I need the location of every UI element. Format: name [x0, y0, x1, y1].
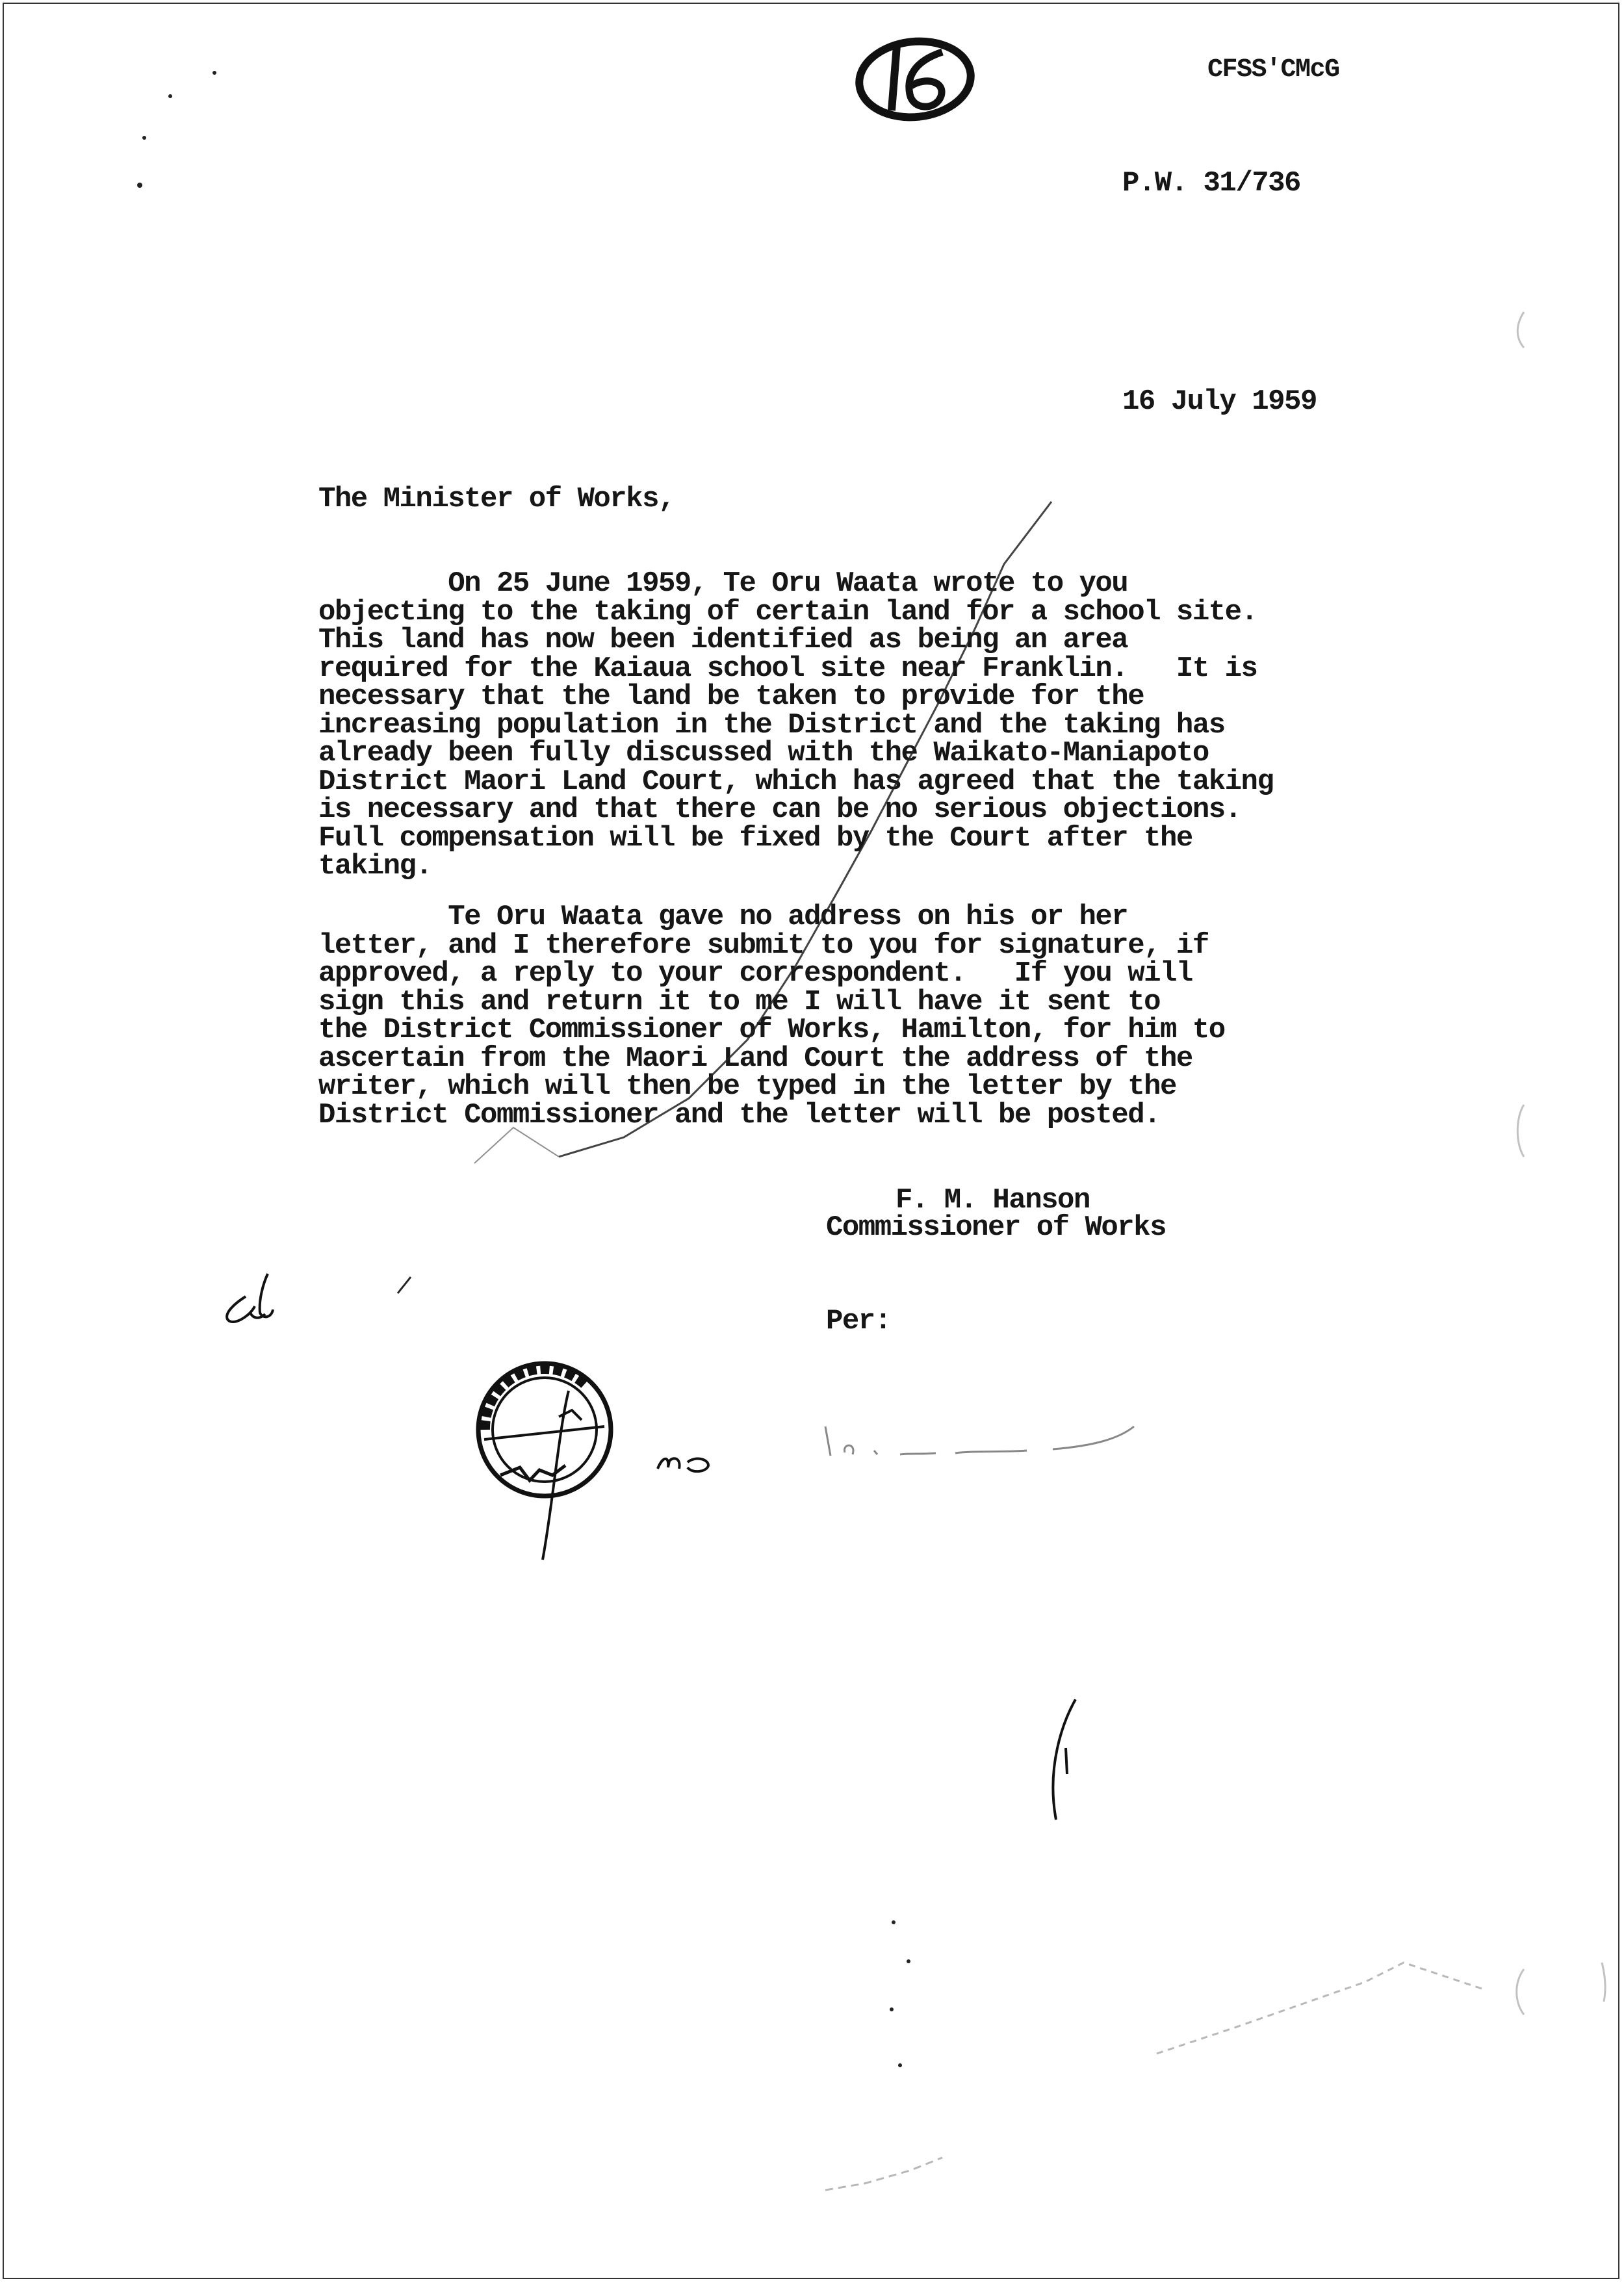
paragraph-2-line: the District Commissioner of Works, Hamilton, for him to: [318, 1014, 1225, 1046]
paragraph-1-line: already been fully discussed with the Waikato-Maniapoto: [318, 737, 1209, 769]
circled-number-mark: [855, 36, 974, 122]
paragraph-2-line: writer, which will then be typed in the letter by the: [318, 1070, 1176, 1103]
paragraph-1-line: taking.: [318, 850, 432, 883]
paragraph-2-line: approved, a reply to your correspondent. If you will: [318, 957, 1192, 990]
paragraph-2-line: letter, and I therefore submit to you for signature, if: [318, 929, 1209, 962]
per-label: Per:: [826, 1305, 891, 1337]
paragraph-1-line: increasing population in the District and the taking has: [318, 708, 1225, 742]
paragraph-1-line: necessary that the land be taken to provide for the: [318, 680, 1144, 713]
received-stamp: [478, 1363, 611, 1560]
margin-initials: [227, 1274, 273, 1322]
file-code: CFSS'CMcG: [1207, 55, 1339, 84]
signature-scribble: [825, 1426, 1134, 1456]
paragraph-2-line: ascertain from the Maori Land Court the address of the: [318, 1042, 1192, 1075]
pencil-bracket-mark: [1053, 1699, 1076, 1820]
paragraph-1-line: required for the Kaiaua school site near Franklin. It is: [318, 652, 1257, 685]
paragraph-1-line: is necessary and that there can be no serious objections.: [318, 793, 1241, 826]
paragraph-1-line: This land has now been identified as being an area: [318, 624, 1128, 656]
paragraph-2-line: District Commissioner and the letter will be posted.: [318, 1098, 1161, 1131]
signatory-title: Commissioner of Works: [826, 1211, 1166, 1244]
paragraph-1-line: objecting to the taking of certain land for a school site.: [318, 595, 1257, 628]
paragraph-1-line: On 25 June 1959, Te Oru Waata wrote to you: [318, 567, 1128, 600]
paragraph-2-line: sign this and return it to me I will have it sent to: [318, 985, 1161, 1018]
letter-date: 16 July 1959: [1122, 385, 1317, 418]
paragraph-1-line: District Maori Land Court, which has agreed that the taking: [318, 765, 1274, 798]
diagonal-strike-line: [559, 502, 1051, 1157]
signatory-name: F. M. Hanson: [896, 1184, 1090, 1217]
paragraph-2-line: Te Oru Waata gave no address on his or her: [318, 901, 1128, 933]
paragraph-1-line: Full compensation will be fixed by the Court after the: [318, 821, 1192, 855]
salutation: The Minister of Works,: [318, 483, 675, 515]
handwritten-no: [658, 1458, 708, 1471]
specks: [137, 71, 910, 2067]
reference-number: P.W. 31/736: [1122, 167, 1300, 200]
